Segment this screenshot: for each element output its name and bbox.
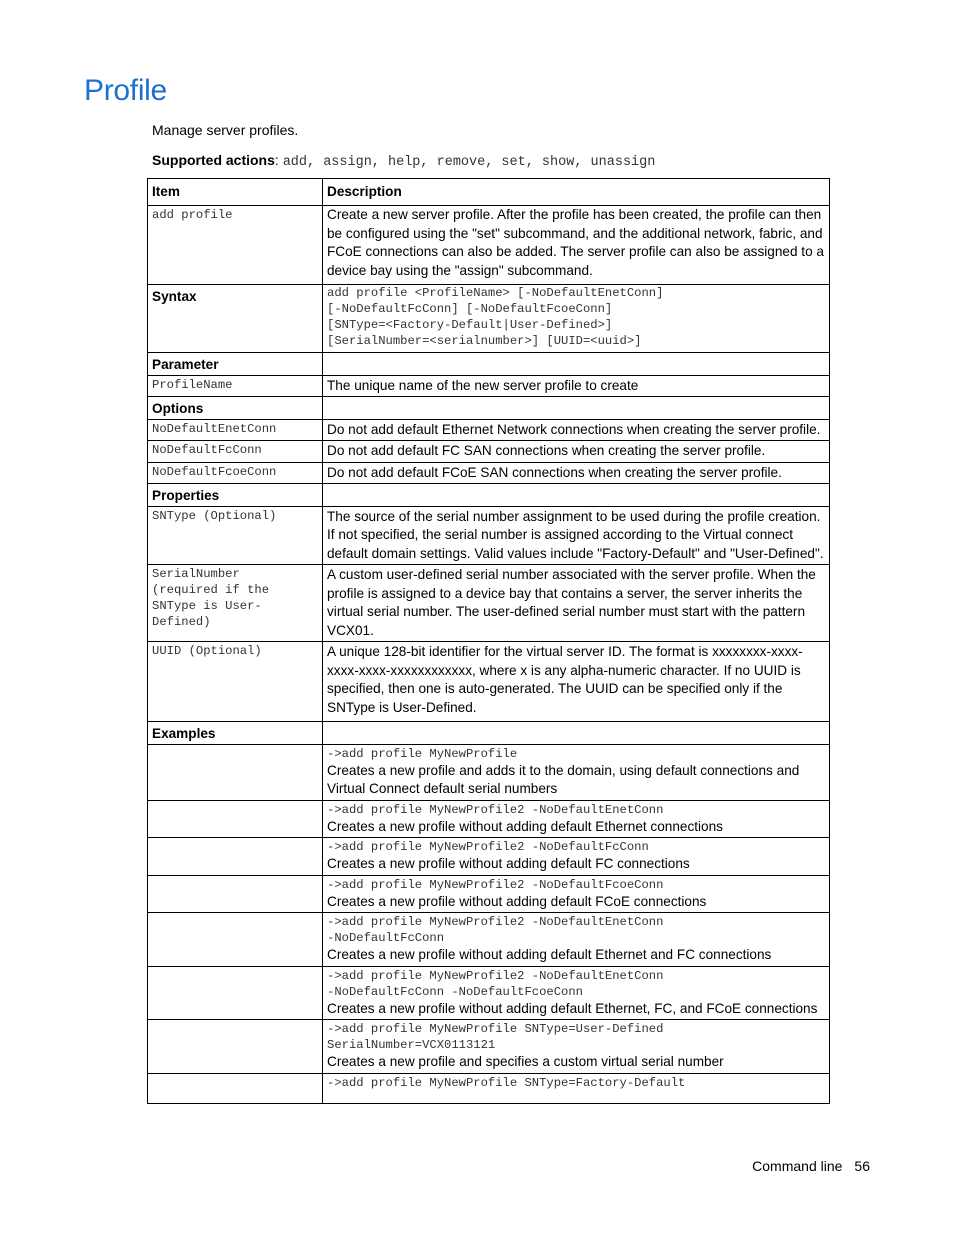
example-command: ->add profile MyNewProfile2 -NoDefaultEnetConn	[327, 802, 664, 817]
syntax-line: add profile <ProfileName> [-NoDefaultEnetConn]	[327, 286, 664, 300]
syntax-line: [SNType=<Factory-Default|User-Defined>]	[327, 318, 613, 332]
example-row	[148, 838, 830, 876]
command-table	[147, 178, 830, 1104]
parameter-label: Parameter	[148, 353, 323, 376]
option-item: NoDefaultFcConn	[148, 441, 323, 463]
example-command: ->add profile MyNewProfile2 -NoDefaultEnetConn -NoDefaultFcConn -NoDefaultFcoeConn	[327, 968, 664, 999]
section-row	[148, 722, 830, 745]
example-row	[148, 744, 830, 800]
example-cell	[323, 1073, 830, 1103]
example-command: ->add profile MyNewProfile2 -NoDefaultFcConn	[327, 840, 649, 854]
example-description: Creates a new profile and specifies a custom virtual serial number	[327, 1054, 724, 1069]
property-item: UUID (Optional)	[148, 642, 323, 722]
table-row	[148, 206, 830, 285]
page-title: Profile	[84, 74, 167, 107]
syntax-line: [SerialNumber=<serialnumber>] [UUID=<uuid>]	[327, 334, 642, 348]
option-description: Do not add default FCoE SAN connections when creating the server profile.	[323, 462, 830, 484]
supported-actions: Supported actions: add, assign, help, remove, set, show, unassign	[152, 152, 656, 170]
page-number: 56	[854, 1158, 870, 1174]
table-row	[148, 642, 830, 722]
example-row	[148, 913, 830, 967]
parameter-description: The unique name of the new server profile to create	[323, 375, 830, 397]
example-cell	[323, 744, 830, 800]
table-header-row	[148, 179, 830, 206]
header-description: Description	[323, 179, 830, 206]
example-row	[148, 1020, 830, 1074]
section-row	[148, 484, 830, 507]
property-item: SNType (Optional)	[148, 506, 323, 565]
example-cell	[323, 966, 830, 1020]
intro-text: Manage server profiles.	[152, 122, 299, 138]
syntax-label: Syntax	[148, 285, 323, 353]
syntax-block	[323, 285, 830, 353]
property-item: SerialNumber (required if the SNType is User-Defined)	[148, 565, 323, 642]
example-row	[148, 800, 830, 838]
example-command: ->add profile MyNewProfile2 -NoDefaultEnetConn -NoDefaultFcConn	[327, 915, 664, 945]
example-command: ->add profile MyNewProfile SNType=User-Defined SerialNumber=VCX0113121	[327, 1022, 664, 1052]
table-row	[148, 462, 830, 484]
property-description: A unique 128-bit identifier for the virtual server ID. The format is xxxxxxxx-xxxx-xxxx-xxxx-xxxxxxxxxxxx, where x is any alpha-numeric character. If no UUID is specified, then one is auto-generated. The UUID can be specified only if the SNType is User-Defined.	[323, 642, 830, 722]
example-command: ->add profile MyNewProfile SNType=Factory-Default	[327, 1075, 686, 1090]
example-cell	[323, 800, 830, 838]
add-profile-item: add profile	[148, 206, 323, 285]
table-row	[148, 375, 830, 397]
examples-label: Examples	[148, 722, 323, 745]
footer-section: Command line	[752, 1158, 843, 1174]
syntax-row	[148, 285, 830, 353]
table-row	[148, 441, 830, 463]
table-row	[148, 419, 830, 441]
option-description: Do not add default FC SAN connections when creating the server profile.	[323, 441, 830, 463]
example-description: Creates a new profile without adding default Ethernet and FC connections	[327, 947, 772, 962]
properties-label: Properties	[148, 484, 323, 507]
example-cell	[323, 838, 830, 876]
example-command: ->add profile MyNewProfile2 -NoDefaultFcoeConn	[327, 877, 664, 892]
supported-actions-label: Supported actions	[152, 152, 275, 168]
option-item: NoDefaultEnetConn	[148, 419, 323, 441]
page-footer	[752, 1158, 870, 1174]
property-description: A custom user-defined serial number associated with the server profile. When the profile is assigned to a device bay that contains a server, the server inherits the virtual serial number. The user-defined serial number must start with the pattern VCX01.	[323, 565, 830, 642]
add-profile-description: Create a new server profile. After the profile has been created, the profile can then be configured using the "set" subcommand, and the additional network, fabric, and FCoE connections can also be added. The server profile can also be assigned to a device bay using the "assign" subcommand.	[323, 206, 830, 285]
example-row	[148, 966, 830, 1020]
example-cell	[323, 875, 830, 913]
example-command: ->add profile MyNewProfile	[327, 746, 518, 761]
property-description: The source of the serial number assignment to be used during the profile creation. If not specified, the serial number is assigned according to the Virtual connect default domain settings. Valid values include "Factory-Default" and "User-Defined".	[323, 506, 830, 565]
header-item: Item	[148, 179, 323, 206]
option-description: Do not add default Ethernet Network connections when creating the server profile.	[323, 419, 830, 441]
example-description: Creates a new profile and adds it to the domain, using default connections and Virtual Connect default serial numbers	[327, 762, 800, 796]
example-description: Creates a new profile without adding default FCoE connections	[327, 893, 707, 909]
example-description: Creates a new profile without adding default Ethernet, FC, and FCoE connections	[327, 1000, 818, 1016]
example-row	[148, 875, 830, 913]
example-description: Creates a new profile without adding default FC connections	[327, 856, 690, 871]
option-item: NoDefaultFcoeConn	[148, 462, 323, 484]
table-row	[148, 506, 830, 565]
section-row	[148, 397, 830, 420]
example-cell	[323, 1020, 830, 1074]
example-cell	[323, 913, 830, 967]
example-row	[148, 1073, 830, 1103]
syntax-line: [-NoDefaultFcConn] [-NoDefaultFcoeConn]	[327, 302, 613, 316]
supported-actions-list: add, assign, help, remove, set, show, unassign	[282, 155, 656, 170]
table-row	[148, 565, 830, 642]
options-label: Options	[148, 397, 323, 420]
section-row	[148, 353, 830, 376]
parameter-item: ProfileName	[148, 375, 323, 397]
example-description: Creates a new profile without adding default Ethernet connections	[327, 818, 723, 834]
